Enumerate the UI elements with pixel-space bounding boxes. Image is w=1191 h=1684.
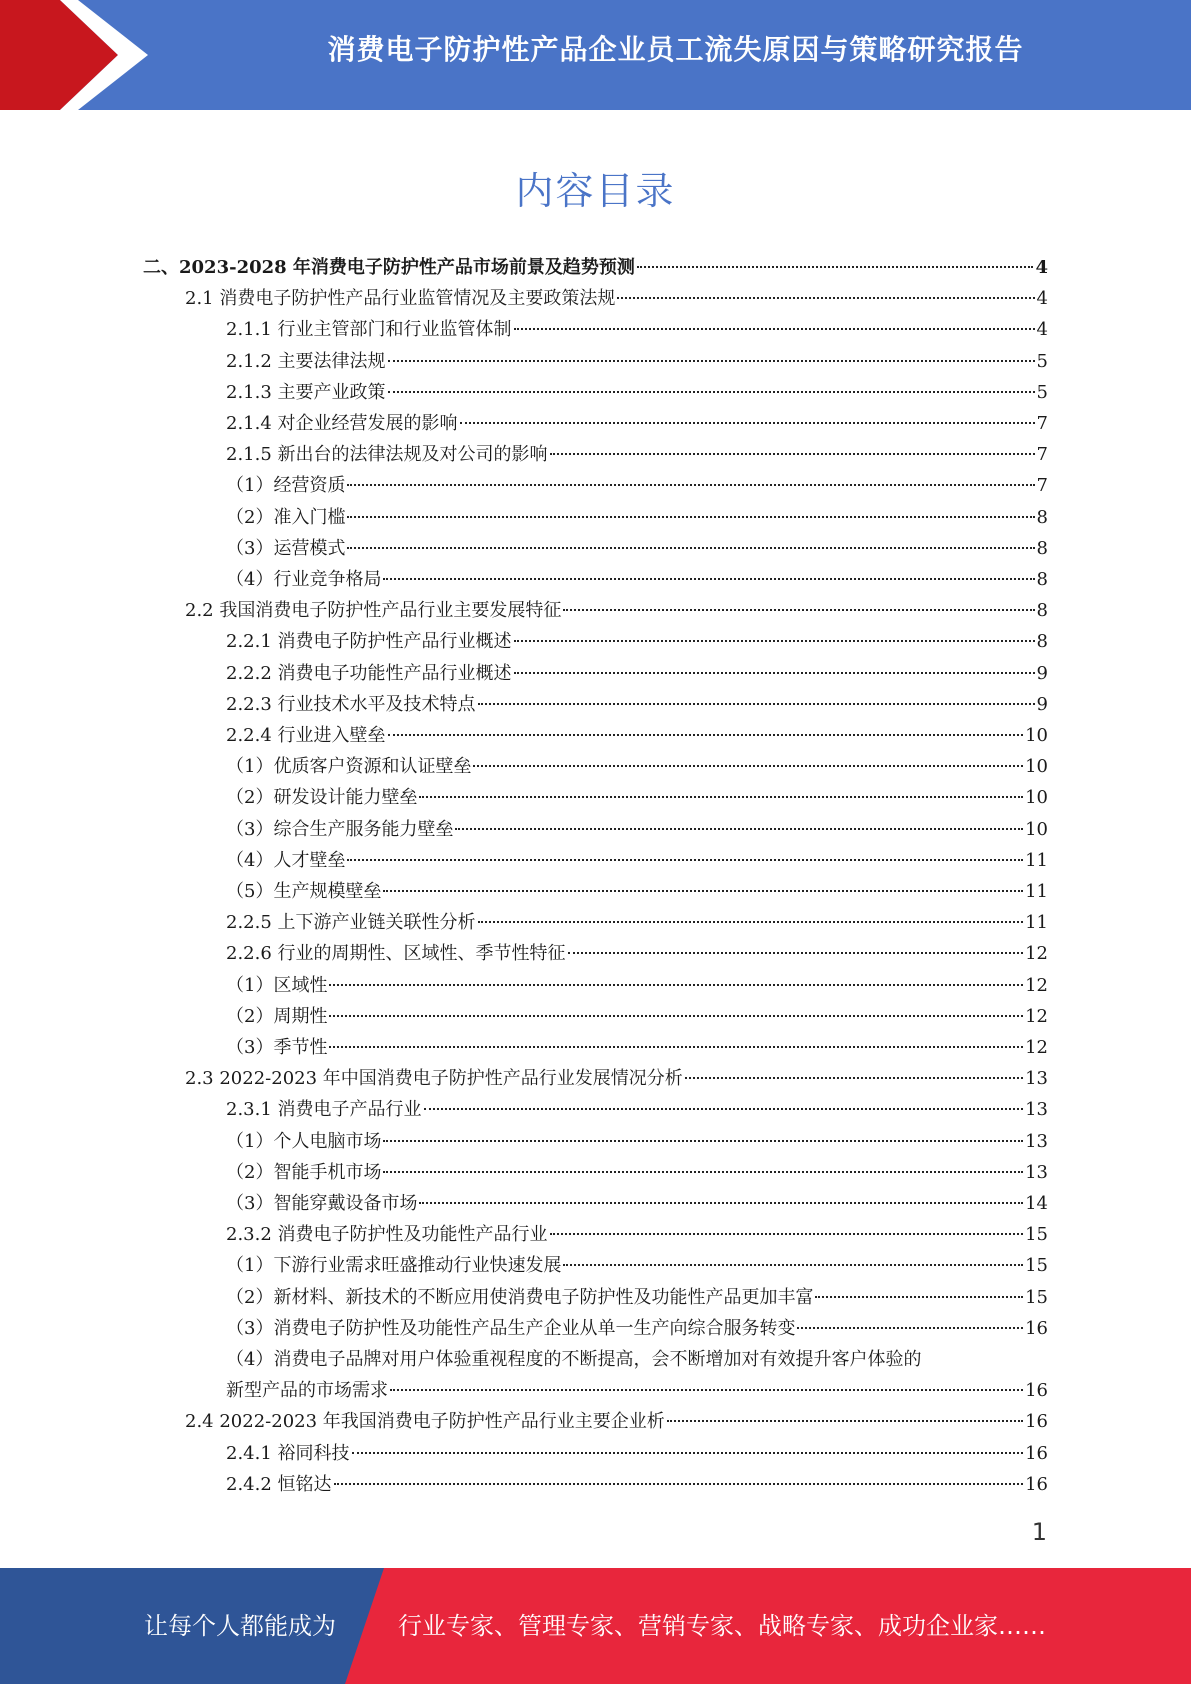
toc-entry-page: 5: [1036, 382, 1048, 403]
toc-entry-page: 11: [1025, 850, 1048, 871]
toc-entry-text: 2.2.6 行业的周期性、区域性、季节性特征: [226, 943, 566, 964]
toc-entry-page: 7: [1036, 413, 1048, 434]
toc-leader-dots: [478, 921, 1024, 923]
toc-entry-text: （5）生产规模壁垒: [226, 881, 382, 902]
toc-entry-text: 2.3.2 消费电子防护性及功能性产品行业: [226, 1224, 548, 1245]
toc-entry[interactable]: [226, 659, 1048, 689]
toc-leader-dots: [667, 1420, 1023, 1422]
toc-leader-dots: [383, 890, 1023, 892]
toc-entry-text: （1）优质客户资源和认证壁垒: [226, 756, 472, 777]
toc-entry-text: （1）区域性: [226, 975, 328, 996]
toc-leader-dots: [383, 1171, 1023, 1173]
toc-entry-page: 10: [1025, 756, 1048, 777]
toc-leader-dots: [797, 1327, 1023, 1329]
toc-entry[interactable]: [226, 1127, 1048, 1157]
toc-leader-dots: [460, 422, 1035, 424]
toc-entry-text: 2.2.2 消费电子功能性产品行业概述: [226, 663, 512, 684]
toc-leader-dots: [334, 1483, 1024, 1485]
toc-entry-page: 15: [1025, 1255, 1048, 1276]
toc-entry-page: 10: [1025, 819, 1048, 840]
toc-entry[interactable]: [226, 534, 1048, 564]
toc-entry-text: （1）经营资质: [226, 475, 346, 496]
toc-leader-dots: [617, 297, 1034, 299]
toc-leader-dots: [388, 391, 1035, 393]
toc-entry[interactable]: [226, 1470, 1048, 1500]
toc-entry-text: （1）下游行业需求旺盛推动行业快速发展: [226, 1255, 562, 1276]
toc-leader-dots: [473, 765, 1023, 767]
toc-entry[interactable]: [226, 1251, 1048, 1281]
toc-entry[interactable]: [226, 783, 1048, 813]
toc-leader-dots: [347, 547, 1034, 549]
toc-entry-page: 11: [1025, 881, 1048, 902]
toc-entry[interactable]: [226, 503, 1048, 533]
toc-entry[interactable]: [185, 1407, 1048, 1437]
toc-entry-page: 15: [1025, 1287, 1048, 1308]
toc-entry[interactable]: [226, 378, 1048, 408]
toc-leader-dots: [388, 734, 1024, 736]
toc-entry-page: 8: [1036, 507, 1048, 528]
toc-entry-text: 2.1.4 对企业经营发展的影响: [226, 413, 458, 434]
toc-entry-text: 2.4.2 恒铭达: [226, 1474, 332, 1495]
toc-entry[interactable]: [226, 877, 1048, 907]
toc-leader-dots: [347, 516, 1034, 518]
toc-leader-dots: [637, 266, 1034, 268]
toc-entry-page: 16: [1025, 1443, 1048, 1464]
toc-entry-page: 16: [1025, 1380, 1048, 1401]
toc-entry-text: （3）综合生产服务能力壁垒: [226, 819, 454, 840]
toc-leader-dots: [347, 484, 1034, 486]
toc-entry[interactable]: [226, 1002, 1048, 1032]
toc-entry-page: 4: [1036, 319, 1048, 340]
footer-slogan-left: 让每个人都能成为: [144, 1612, 336, 1640]
toc-entry[interactable]: [226, 1345, 921, 1375]
toc-entry[interactable]: [226, 846, 1048, 876]
toc-leader-dots: [329, 1046, 1023, 1048]
toc-entry[interactable]: [226, 1189, 1048, 1219]
toc-entry[interactable]: [226, 1376, 1048, 1406]
toc-entry-page: 11: [1025, 912, 1048, 933]
toc-leader-dots: [685, 1077, 1023, 1079]
toc-entry-text: （4）行业竞争格局: [226, 569, 382, 590]
toc-entry-text: 2.2.5 上下游产业链关联性分析: [226, 912, 476, 933]
toc-leader-dots: [550, 1233, 1024, 1235]
toc-entry[interactable]: [226, 409, 1048, 439]
toc-leader-dots: [383, 1140, 1023, 1142]
page-header: [0, 0, 1191, 110]
toc-entry-text: （2）准入门槛: [226, 507, 346, 528]
toc-entry-page: 13: [1025, 1099, 1048, 1120]
toc-leader-dots: [390, 1389, 1023, 1391]
toc-leader-dots: [352, 1452, 1024, 1454]
toc-entry-text: 2.1.3 主要产业政策: [226, 382, 386, 403]
toc-entry-page: 16: [1025, 1318, 1048, 1339]
toc-entry-page: 9: [1036, 663, 1048, 684]
toc-entry[interactable]: [226, 971, 1048, 1001]
toc-entry-text: 2.4 2022-2023 年我国消费电子防护性产品行业主要企业析: [185, 1411, 665, 1432]
toc-leader-dots: [815, 1296, 1023, 1298]
page-number: 1: [1031, 1518, 1047, 1546]
toc-entry[interactable]: [185, 596, 1048, 626]
toc-entry-page: 8: [1036, 538, 1048, 559]
toc-entry-page: 9: [1036, 694, 1048, 715]
toc-entry[interactable]: [226, 690, 1048, 720]
toc-leader-dots: [514, 640, 1035, 642]
toc-leader-dots: [383, 578, 1034, 580]
toc-entry-text: 2.1 消费电子防护性产品行业监管情况及主要政策法规: [185, 288, 616, 309]
footer-slogan-right: 行业专家、管理专家、营销专家、战略专家、成功企业家……: [398, 1612, 1046, 1640]
toc-entry[interactable]: [226, 721, 1048, 751]
toc-entry[interactable]: [226, 1220, 1048, 1250]
toc-entry-text: 2.1.5 新出台的法律法规及对公司的影响: [226, 444, 548, 465]
toc-entry-text: 2.1.2 主要法律法规: [226, 351, 386, 372]
toc-entry-text: （4）人才壁垒: [226, 850, 346, 871]
toc-entry-page: 16: [1025, 1474, 1048, 1495]
report-title: 消费电子防护性产品企业员工流失原因与策略研究报告: [327, 33, 1024, 66]
toc-leader-dots: [419, 796, 1023, 798]
toc-entry[interactable]: [226, 471, 1048, 501]
toc-entry-text: 2.2 我国消费电子防护性产品行业主要发展特征: [185, 600, 562, 621]
toc-heading: 内容目录: [515, 169, 676, 213]
toc-leader-dots: [550, 453, 1035, 455]
toc-entry-page: 8: [1036, 631, 1048, 652]
toc-entry-text: （2）研发设计能力壁垒: [226, 787, 418, 808]
toc-entry-text: 二、2023-2028 年消费电子防护性产品市场前景及趋势预测: [143, 257, 635, 278]
header-arrow-graphic: [0, 0, 160, 110]
toc-entry[interactable]: [226, 939, 1048, 969]
toc-entry-text: （2）智能手机市场: [226, 1162, 382, 1183]
toc-entry-text: 2.2.1 消费电子防护性产品行业概述: [226, 631, 512, 652]
toc-entry-page: 13: [1025, 1068, 1048, 1089]
toc-entry-page: 10: [1025, 787, 1048, 808]
toc-leader-dots: [563, 609, 1034, 611]
toc-leader-dots: [388, 360, 1035, 362]
toc-entry-text: （3）季节性: [226, 1037, 328, 1058]
toc-entry-text: （2）周期性: [226, 1006, 328, 1027]
toc-leader-dots: [424, 1108, 1024, 1110]
toc-entry[interactable]: [185, 284, 1048, 314]
toc-entry-text: （1）个人电脑市场: [226, 1131, 382, 1152]
toc-entry-page: 4: [1035, 257, 1048, 278]
toc-entry-text: 2.3 2022-2023 年中国消费电子防护性产品行业发展情况分析: [185, 1068, 683, 1089]
toc-entry-page: 7: [1036, 444, 1048, 465]
toc-leader-dots: [329, 1015, 1023, 1017]
toc-leader-dots: [329, 984, 1023, 986]
toc-entry[interactable]: [226, 1033, 1048, 1063]
toc-entry-text: （3）运营模式: [226, 538, 346, 559]
toc-entry-text: （3）消费电子防护性及功能性产品生产企业从单一生产向综合服务转变: [226, 1318, 796, 1339]
toc-entry[interactable]: [226, 627, 1048, 657]
toc-entry-page: 13: [1025, 1162, 1048, 1183]
toc-entry[interactable]: [185, 1064, 1048, 1094]
toc-leader-dots: [514, 328, 1035, 330]
toc-entry[interactable]: [226, 908, 1048, 938]
toc-entry[interactable]: [226, 815, 1048, 845]
toc-entry[interactable]: [226, 315, 1048, 345]
toc-leader-dots: [455, 828, 1023, 830]
toc-entry[interactable]: [143, 253, 1048, 283]
toc-entry-text: （4）消费电子品牌对用户体验重视程度的不断提高，会不断增加对有效提升客户体验的: [226, 1349, 922, 1370]
toc-entry-text: （2）新材料、新技术的不断应用使消费电子防护性及功能性产品更加丰富: [226, 1287, 814, 1308]
toc-entry[interactable]: [226, 1158, 1048, 1188]
toc-entry[interactable]: [226, 1439, 1048, 1469]
page-footer: [0, 1568, 1191, 1684]
toc-entry-page: 16: [1025, 1411, 1048, 1432]
toc-entry-text: 新型产品的市场需求: [226, 1380, 388, 1401]
toc-entry[interactable]: [226, 347, 1048, 377]
toc-entry-page: 4: [1036, 288, 1048, 309]
toc-entry[interactable]: [226, 752, 1048, 782]
toc-entry[interactable]: [226, 565, 1048, 595]
toc-entry-page: 8: [1036, 569, 1048, 590]
toc-entry-page: 13: [1025, 1131, 1048, 1152]
toc-entry-page: 7: [1036, 475, 1048, 496]
toc-leader-dots: [347, 859, 1023, 861]
toc-entry[interactable]: [226, 440, 1048, 470]
toc-entry[interactable]: [226, 1314, 1048, 1344]
toc-entry-page: 8: [1036, 600, 1048, 621]
toc-entry-text: 2.2.3 行业技术水平及技术特点: [226, 694, 476, 715]
toc-entry-text: 2.1.1 行业主管部门和行业监管体制: [226, 319, 512, 340]
toc-entry-page: 12: [1025, 1037, 1048, 1058]
toc-leader-dots: [419, 1202, 1023, 1204]
toc-leader-dots: [514, 672, 1035, 674]
toc-leader-dots: [478, 703, 1035, 705]
toc-entry-page: 12: [1025, 975, 1048, 996]
toc-entry-text: 2.2.4 行业进入壁垒: [226, 725, 386, 746]
toc-leader-dots: [563, 1264, 1023, 1266]
toc-entry-page: 12: [1025, 1006, 1048, 1027]
toc-entry-page: 14: [1025, 1193, 1048, 1214]
toc-entry-text: 2.3.1 消费电子产品行业: [226, 1099, 422, 1120]
toc-entry[interactable]: [226, 1095, 1048, 1125]
toc-entry-page: 12: [1025, 943, 1048, 964]
toc-entry-text: 2.4.1 裕同科技: [226, 1443, 350, 1464]
toc-entry-page: 10: [1025, 725, 1048, 746]
toc-entry-text: （3）智能穿戴设备市场: [226, 1193, 418, 1214]
toc-entry[interactable]: [226, 1283, 1048, 1313]
toc-entry-page: 5: [1036, 351, 1048, 372]
toc-leader-dots: [568, 952, 1024, 954]
toc-entry-page: 15: [1025, 1224, 1048, 1245]
